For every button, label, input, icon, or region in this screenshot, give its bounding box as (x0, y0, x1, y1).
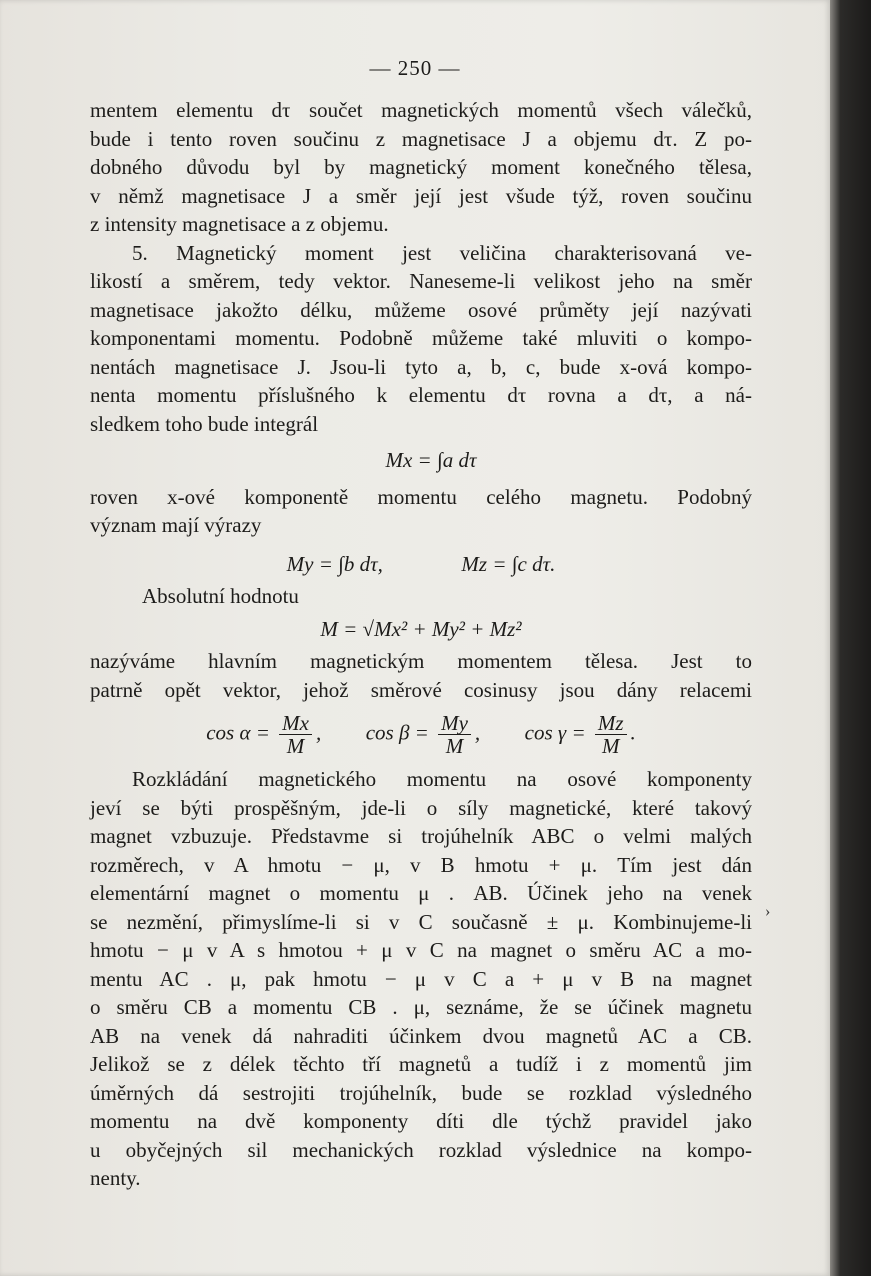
cos-gamma-num: Mz (595, 712, 627, 735)
text-line: nenta momentu příslušného k elementu dτ rovna a dτ, a ná- (90, 383, 752, 407)
formula-my: My = ∫b dτ, (286, 551, 383, 576)
formula-mz: Mz = ∫c dτ. (461, 551, 556, 576)
text-line: likostí a směrem, tedy vektor. Naneseme-li velikost jeho na směr (90, 269, 752, 293)
text-line: mentu AC . μ, pak hmotu − μ v C a + μ v B na magnet (90, 966, 752, 991)
text-line: hmotu − μ v A s hmotou + μ v C na magnet o směru AC a mo- (90, 938, 752, 962)
cos-beta-den: M (445, 734, 464, 758)
formula-magnitude: M = √Mx² + My² + Mz² (320, 616, 522, 641)
text-line: nentách magnetisace J. Jsou-li tyto a, b, c, bude x-ová kompo- (90, 354, 752, 379)
text-line: Jelikož se z délek těchto tří magnetů a tudíž i z momentů jim (90, 1052, 752, 1076)
text-line: magnetisace jakožto délku, můžeme osové průměty její nazývati (90, 297, 752, 322)
text-line: AB na venek dá nahraditi účinkem dvou magnetů AC a CB. (90, 1023, 752, 1048)
text-line: roven x-ové komponentě momentu celého magnetu. Podobný (90, 484, 752, 509)
formula-cosines: cos α = $\frac{Mx}{M}$ , cos β = $\frac{My}{M}$ , cos γ = $\frac{Mz}{M}$ . (206, 711, 636, 758)
formula-mx: Mx = ∫a dτ (385, 448, 477, 472)
page-edge-shadow (830, 0, 871, 1276)
text-line: o směru CB a momentu CB . μ, seznáme, že se účinek magnetu (90, 995, 752, 1019)
margin-mark: › (765, 903, 771, 920)
page-number: — 250 — (369, 56, 461, 80)
formula-my-mz (90, 550, 752, 579)
text-line: v němž magnetisace J a směr její jest všude týž, roven součinu (90, 183, 752, 208)
text-line: nenty. (90, 1166, 141, 1190)
text-line: se nezmění, přimyslíme-li si v C současně ± μ. Kombinujeme-li (90, 909, 752, 934)
text-line: úměrných dá sestrojiti trojúhelník, bude se rozklad výsledného (90, 1080, 752, 1105)
cos-beta-num: My (438, 712, 471, 735)
text-line: momentu na dvě komponenty díti dle týchž pravidel jako (90, 1109, 752, 1133)
cos-gamma-lhs: cos γ = (524, 720, 586, 745)
text-line: Absolutní hodnotu (142, 584, 299, 608)
text-line: mentem elementu dτ součet magnetických momentů všech válečků, (90, 98, 752, 122)
text-line: komponentami momentu. Podobně můžeme také mluviti o kompo- (90, 326, 752, 350)
text-line: z intensity magnetisace a z objemu. (90, 212, 389, 236)
text-line: význam mají výrazy (90, 513, 262, 537)
text-line: rozměrech, v A hmotu − μ, v B hmotu + μ. Tím jest dán (90, 852, 752, 877)
text-line: sledkem toho bude integrál (90, 411, 319, 436)
text-line: dobného důvodu byl by magnetický moment konečného tělesa, (90, 155, 752, 179)
text-line: jeví se býti prospěšným, jde-li o síly magnetické, které takový (90, 795, 752, 820)
body-text (90, 96, 752, 1193)
text-line: Rozkládání magnetického momentu na osové komponenty (132, 767, 752, 791)
text-line: 5. Magnetický moment jest veličina charakterisovaná ve- (132, 240, 752, 265)
cos-gamma-den: M (601, 734, 620, 758)
cos-alpha-lhs: cos α = (206, 720, 270, 745)
text-line: patrně opět vektor, jehož směrové cosinusy jsou dány relacemi (90, 677, 752, 702)
cos-alpha-num: Mx (279, 712, 312, 735)
text-line: nazýváme hlavním magnetickým momentem tělesa. Jest to (90, 649, 752, 673)
cos-alpha-den: M (286, 734, 305, 758)
text-line: elementární magnet o momentu μ . AB. Účinek jeho na venek (90, 881, 752, 905)
text-line: bude i tento roven součinu z magnetisace J a objemu dτ. Z po- (90, 126, 752, 151)
cos-beta-lhs: cos β = (365, 720, 429, 745)
text-line: u obyčejných sil mechanických rozklad výslednice na kompo- (90, 1137, 752, 1162)
text-line: magnet vzbuzuje. Představme si trojúhelník ABC o velmi malých (90, 824, 752, 848)
